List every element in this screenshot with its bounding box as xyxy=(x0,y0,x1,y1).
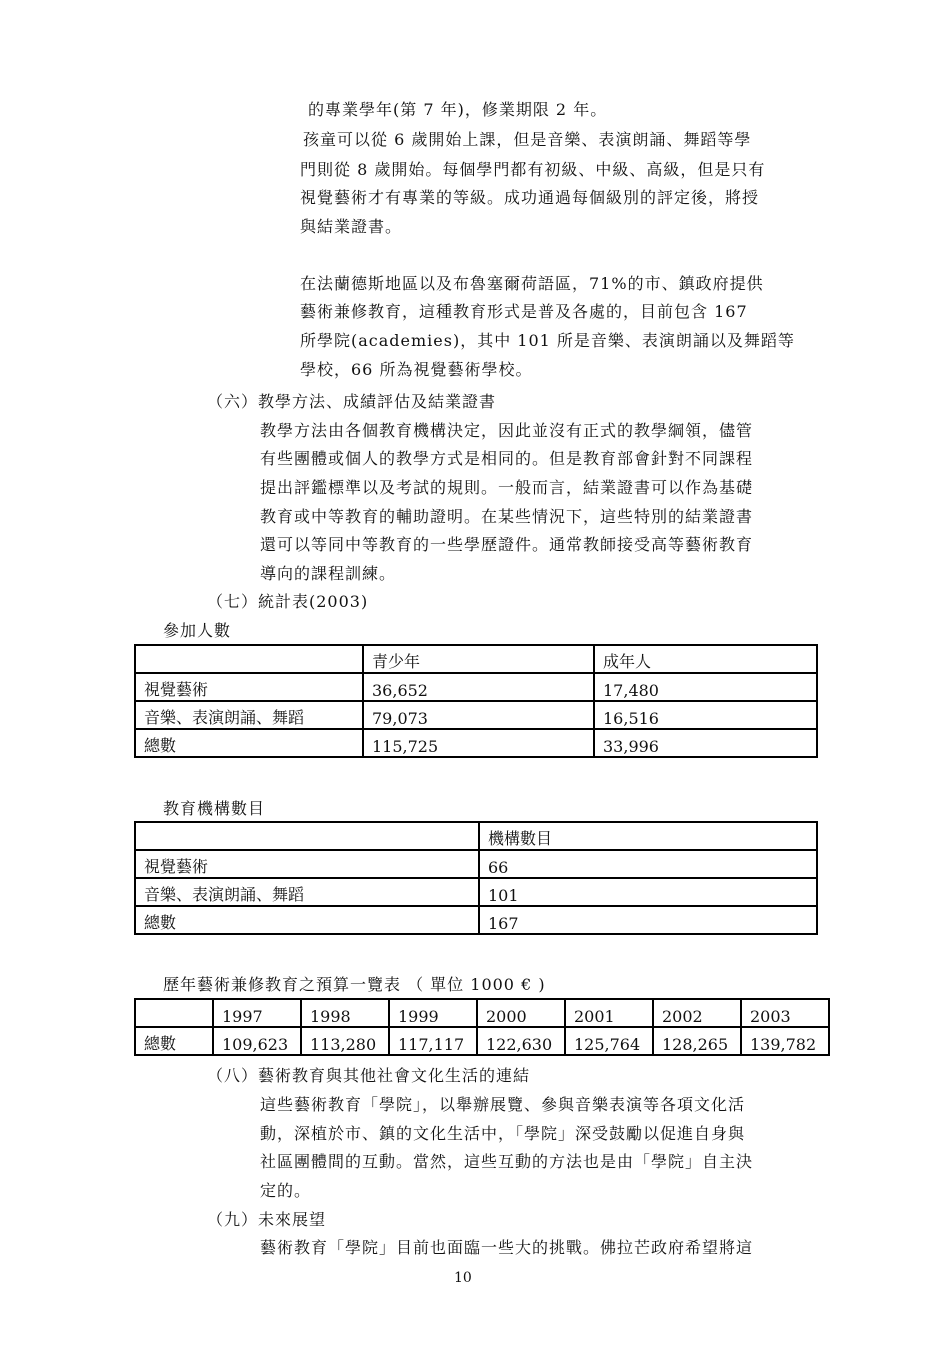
section-heading: （八）藝術教育與其他社會文化生活的連結 xyxy=(207,1066,531,1085)
table-cell: 79,073 xyxy=(363,701,594,729)
table-cell: 2000 xyxy=(477,999,565,1027)
text-line: 門則從 8 歲開始。每個學門都有初級、中級、高級，但是只有 xyxy=(300,160,766,179)
table-cell: 115,725 xyxy=(363,729,594,757)
text-line: 提出評鑑標準以及考試的規則。一般而言，結業證書可以作為基礎 xyxy=(260,478,754,497)
budget-table xyxy=(134,998,830,1056)
table-cell: 1998 xyxy=(301,999,389,1027)
text-line: 還可以等同中等教育的一些學歷證件。通常教師接受高等藝術教育 xyxy=(260,535,754,554)
table-cell xyxy=(135,822,479,850)
table-cell: 16,516 xyxy=(594,701,817,729)
table-cell: 122,630 xyxy=(477,1027,565,1055)
table-cell: 66 xyxy=(479,850,817,878)
text-line: 藝術教育「學院」目前也面臨一些大的挑戰。佛拉芒政府希望將這 xyxy=(260,1238,754,1257)
text-line: 視覺藝術才有專業的等級。成功通過每個級別的評定後，將授 xyxy=(300,188,760,207)
table-caption: 參加人數 xyxy=(163,621,232,640)
table-row xyxy=(135,878,817,906)
table-row xyxy=(135,1027,829,1055)
text-line: 在法蘭德斯地區以及布魯塞爾荷語區，71%的市、鎮政府提供 xyxy=(300,274,764,293)
text-line: 學校，66 所為視覺藝術學校。 xyxy=(300,360,533,379)
table-cell: 128,265 xyxy=(653,1027,741,1055)
page-number: 10 xyxy=(454,1270,472,1286)
table-row xyxy=(135,701,817,729)
table-header-row xyxy=(135,645,817,673)
section-heading: （六）教學方法、成績評估及結業證書 xyxy=(207,392,497,411)
table-cell: 1997 xyxy=(213,999,301,1027)
table-cell: 總數 xyxy=(135,1027,213,1055)
table-header-row xyxy=(135,822,817,850)
table-cell: 36,652 xyxy=(363,673,594,701)
text-line: 導向的課程訓練。 xyxy=(260,564,397,583)
text-line: 的專業學年(第 7 年)，修業期限 2 年。 xyxy=(308,100,608,119)
table-cell: 33,996 xyxy=(594,729,817,757)
text-line: 有些團體或個人的教學方式是相同的。但是教育部會針對不同課程 xyxy=(260,449,754,468)
text-line: 教育或中等教育的輔助證明。在某些情況下，這些特別的結業證書 xyxy=(260,507,754,526)
table-cell: 125,764 xyxy=(565,1027,653,1055)
section-heading: （九）未來展望 xyxy=(207,1210,327,1229)
table-cell: 總數 xyxy=(135,906,479,934)
text-line: 動，深植於市、鎮的文化生活中，「學院」深受鼓勵以促進自身與 xyxy=(260,1124,746,1143)
table-cell: 總數 xyxy=(135,729,363,757)
table-cell: 2002 xyxy=(653,999,741,1027)
table-cell xyxy=(135,645,363,673)
section-heading: （七）統計表(2003) xyxy=(207,592,369,611)
text-line: 與結業證書。 xyxy=(300,217,403,236)
text-line: 定的。 xyxy=(260,1181,312,1200)
table-cell: 視覺藝術 xyxy=(135,673,363,701)
table-cell: 2001 xyxy=(565,999,653,1027)
table-cell: 117,117 xyxy=(389,1027,477,1055)
text-line: 藝術兼修教育，這種教育形式是普及各處的，目前包含 167 xyxy=(300,302,748,321)
text-line: 所學院(academies)，其中 101 所是音樂、表演朗誦以及舞蹈等 xyxy=(300,331,795,350)
table-header-row xyxy=(135,999,829,1027)
table-cell xyxy=(135,999,213,1027)
text-line: 社區團體間的互動。當然，這些互動的方法也是由「學院」自主決 xyxy=(260,1152,754,1171)
table-cell: 101 xyxy=(479,878,817,906)
table-cell: 音樂、表演朗誦、舞蹈 xyxy=(135,701,363,729)
text-line: 孩童可以從 6 歲開始上課，但是音樂、表演朗誦、舞蹈等學 xyxy=(303,130,752,149)
table-cell: 視覺藝術 xyxy=(135,850,479,878)
table-cell: 113,280 xyxy=(301,1027,389,1055)
table-cell: 2003 xyxy=(741,999,829,1027)
table-cell: 機構數目 xyxy=(479,822,817,850)
table-cell: 青少年 xyxy=(363,645,594,673)
table-cell: 139,782 xyxy=(741,1027,829,1055)
institutions-table xyxy=(134,821,818,935)
table-cell: 17,480 xyxy=(594,673,817,701)
table-row xyxy=(135,850,817,878)
text-line: 教學方法由各個教育機構決定，因此並沒有正式的教學綱領，儘管 xyxy=(260,421,754,440)
table-row xyxy=(135,729,817,757)
table-caption: 教育機構數目 xyxy=(163,799,266,818)
table-cell: 109,623 xyxy=(213,1027,301,1055)
table-cell: 成年人 xyxy=(594,645,817,673)
table-caption: 歷年藝術兼修教育之預算一覽表 （ 單位 1000 € ) xyxy=(163,975,546,994)
table-row xyxy=(135,906,817,934)
table-cell: 音樂、表演朗誦、舞蹈 xyxy=(135,878,479,906)
text-line: 這些藝術教育「學院」，以舉辦展覽、參與音樂表演等各項文化活 xyxy=(260,1095,746,1114)
table-cell: 167 xyxy=(479,906,817,934)
table-cell: 1999 xyxy=(389,999,477,1027)
table-row xyxy=(135,673,817,701)
participants-table xyxy=(134,644,818,758)
